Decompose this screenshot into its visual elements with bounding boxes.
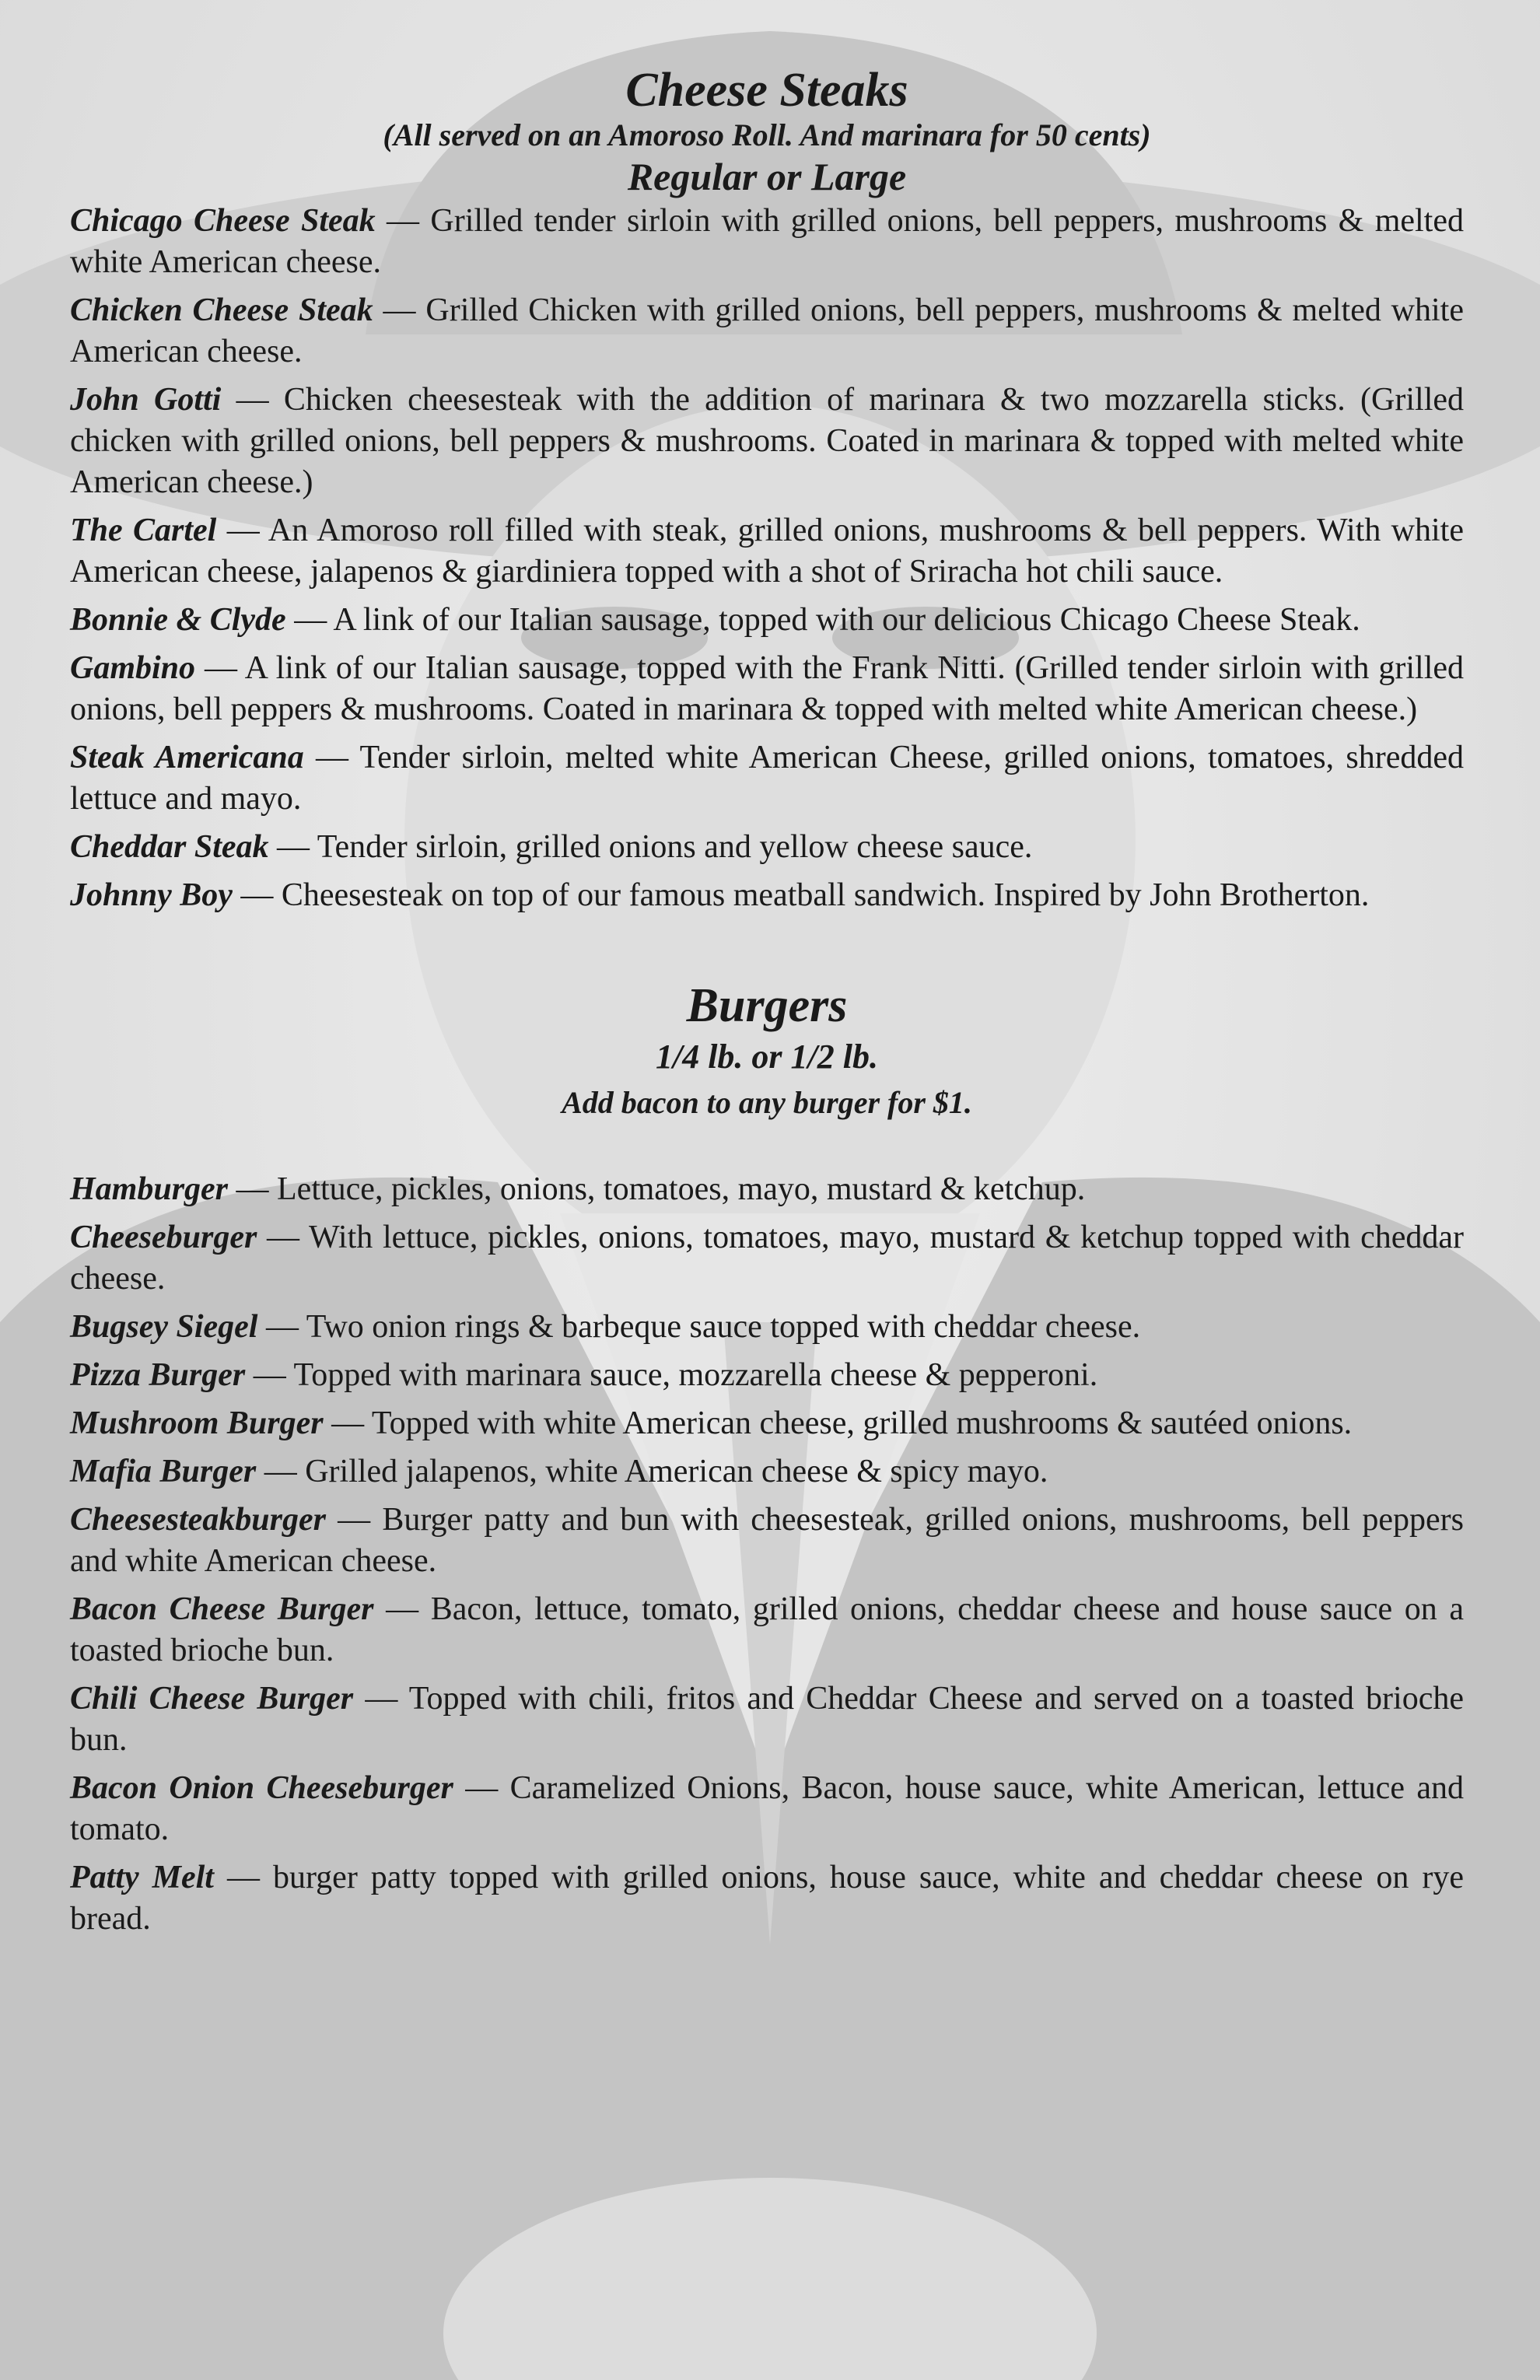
menu-item-description: Topped with marinara sauce, mozzarella cheese & pepperoni. (293, 1357, 1098, 1393)
burgers-section (70, 978, 1464, 1940)
menu-item-description: Two onion rings & barbeque sauce topped with cheddar cheese. (306, 1309, 1141, 1345)
menu-item (70, 1589, 1464, 1671)
separator: — (245, 1357, 294, 1393)
menu-item-name: Gambino (70, 650, 196, 686)
menu-item-name: Johnny Boy (70, 877, 233, 913)
separator: — (373, 292, 426, 328)
menu-item-description: Topped with white American cheese, grilled mushrooms & sautéed onions. (371, 1405, 1353, 1441)
separator: — (323, 1405, 372, 1441)
separator: — (221, 382, 284, 418)
separator: — (373, 1591, 431, 1627)
menu-item-name: Cheeseburger (70, 1220, 257, 1255)
cheese-steaks-sizes: Regular or Large (627, 155, 907, 198)
section-spacer (70, 923, 1464, 978)
menu-page (70, 62, 1464, 1947)
menu-item (70, 1500, 1464, 1582)
menu-item (70, 1403, 1464, 1444)
menu-item-name: Bugsey Siegel (70, 1309, 258, 1345)
menu-item-description: Tender sirloin, melted white American Cheese, grilled onions, tomatoes, shredded lettuce and mayo. (70, 740, 1465, 817)
menu-item (70, 290, 1464, 373)
menu-item-name: Pizza Burger (70, 1357, 246, 1393)
menu-item (70, 1768, 1464, 1850)
menu-item-name: Cheddar Steak (70, 829, 269, 865)
burgers-note: Add bacon to any burger for $1. (562, 1085, 972, 1120)
menu-item-description: Burger patty and bun with cheesesteak, grilled onions, mushrooms, bell peppers and white American cheese. (70, 1502, 1464, 1579)
menu-item (70, 1857, 1464, 1940)
separator: — (285, 602, 334, 638)
menu-item-description: Chicken cheesesteak with the addition of marinara & two mozzarella sticks. (Grilled chicken with grilled onions, bell peppers & mushrooms. Coated in marinara & topped with melted white American cheese.) (70, 382, 1465, 500)
menu-item-name: Patty Melt (70, 1860, 214, 1895)
menu-item (70, 648, 1464, 730)
menu-item-name: Bacon Onion Cheeseburger (70, 1770, 453, 1806)
menu-item-name: Hamburger (70, 1171, 229, 1207)
menu-item-name: Bonnie & Clyde (70, 602, 286, 638)
menu-item-description: A link of our Italian sausage, topped with the Frank Nitti. (Grilled tender sirloin with grilled onions, bell peppers & mushrooms. Coated in marinara & topped with melted white American cheese.) (70, 650, 1465, 727)
menu-item-description: Bacon, lettuce, tomato, grilled onions, cheddar cheese and house sauce on a toasted brioche bun. (70, 1591, 1465, 1668)
menu-item (70, 600, 1464, 641)
menu-item-name: Cheesesteakburger (70, 1502, 326, 1538)
separator: — (216, 513, 268, 548)
menu-item-description: Grilled Chicken with grilled onions, bell peppers, mushrooms & melted white American cheese. (70, 292, 1464, 369)
menu-item-description: Topped with chili, fritos and Cheddar Cheese and served on a toasted brioche bun. (70, 1681, 1464, 1758)
separator: — (195, 650, 245, 686)
section-title-cheese-steaks: Cheese Steaks (625, 64, 908, 117)
menu-item (70, 1307, 1464, 1348)
menu-item-name: Chicago Cheese Steak (70, 203, 376, 239)
menu-item-description: Grilled jalapenos, white American cheese & spicy mayo. (305, 1454, 1048, 1489)
menu-item-name: Chicken Cheese Steak (70, 292, 373, 328)
menu-item-name: Mafia Burger (70, 1454, 257, 1489)
menu-item-description: Tender sirloin, grilled onions and yellow cheese sauce. (317, 829, 1033, 865)
menu-item (70, 1451, 1464, 1493)
separator: — (213, 1860, 273, 1895)
section-title-burgers: Burgers (686, 979, 848, 1032)
menu-item-name: Mushroom Burger (70, 1405, 324, 1441)
separator: — (453, 1770, 510, 1806)
menu-item (70, 1217, 1464, 1300)
menu-item (70, 1355, 1464, 1396)
menu-item-name: John Gotti (70, 382, 222, 418)
menu-item-description: With lettuce, pickles, onions, tomatoes, mayo, mustard & ketchup topped with cheddar cheese. (70, 1220, 1464, 1297)
menu-item (70, 737, 1464, 820)
separator: — (375, 203, 431, 239)
burgers-sizes: 1/4 lb. or 1/2 lb. (655, 1038, 879, 1076)
menu-item (70, 1678, 1464, 1761)
separator: — (232, 877, 282, 913)
cheese-steaks-section (70, 62, 1464, 916)
separator: — (257, 1220, 309, 1255)
menu-item (70, 875, 1464, 916)
separator: — (257, 1309, 306, 1345)
menu-item-name: Chili Cheese Burger (70, 1681, 354, 1717)
cheese-steaks-note: (All served on an Amoroso Roll. And marinara for 50 cents) (383, 117, 1151, 152)
separator: — (268, 829, 317, 865)
separator: — (303, 740, 360, 775)
menu-item-description: Lettuce, pickles, onions, tomatoes, mayo, mustard & ketchup. (277, 1171, 1086, 1207)
menu-item (70, 510, 1464, 593)
separator: — (353, 1681, 409, 1717)
menu-item-name: The Cartel (70, 513, 217, 548)
menu-item-description: Grilled tender sirloin with grilled onions, bell peppers, mushrooms & melted white American cheese. (70, 203, 1464, 280)
menu-item-description: burger patty topped with grilled onions, house sauce, white and cheddar cheese on rye bread. (70, 1860, 1464, 1937)
menu-item (70, 380, 1464, 503)
menu-item-name: Bacon Cheese Burger (70, 1591, 374, 1627)
separator: — (326, 1502, 383, 1538)
menu-item-description: An Amoroso roll filled with steak, grilled onions, mushrooms & bell peppers. With white American cheese, jalapenos & giardiniera topped with a shot of Sriracha hot chili sauce. (70, 513, 1464, 590)
menu-item (70, 201, 1464, 283)
section-spacer (70, 1125, 1464, 1169)
menu-item-description: Cheesesteak on top of our famous meatball sandwich. Inspired by John Brotherton. (281, 877, 1370, 913)
menu-item (70, 1169, 1464, 1210)
menu-item (70, 827, 1464, 868)
menu-item-name: Steak Americana (70, 740, 304, 775)
separator: — (228, 1171, 278, 1207)
separator: — (256, 1454, 306, 1489)
menu-item-description: A link of our Italian sausage, topped with our delicious Chicago Cheese Steak. (333, 602, 1360, 638)
menu-item-description: Caramelized Onions, Bacon, house sauce, white American, lettuce and tomato. (70, 1770, 1464, 1847)
